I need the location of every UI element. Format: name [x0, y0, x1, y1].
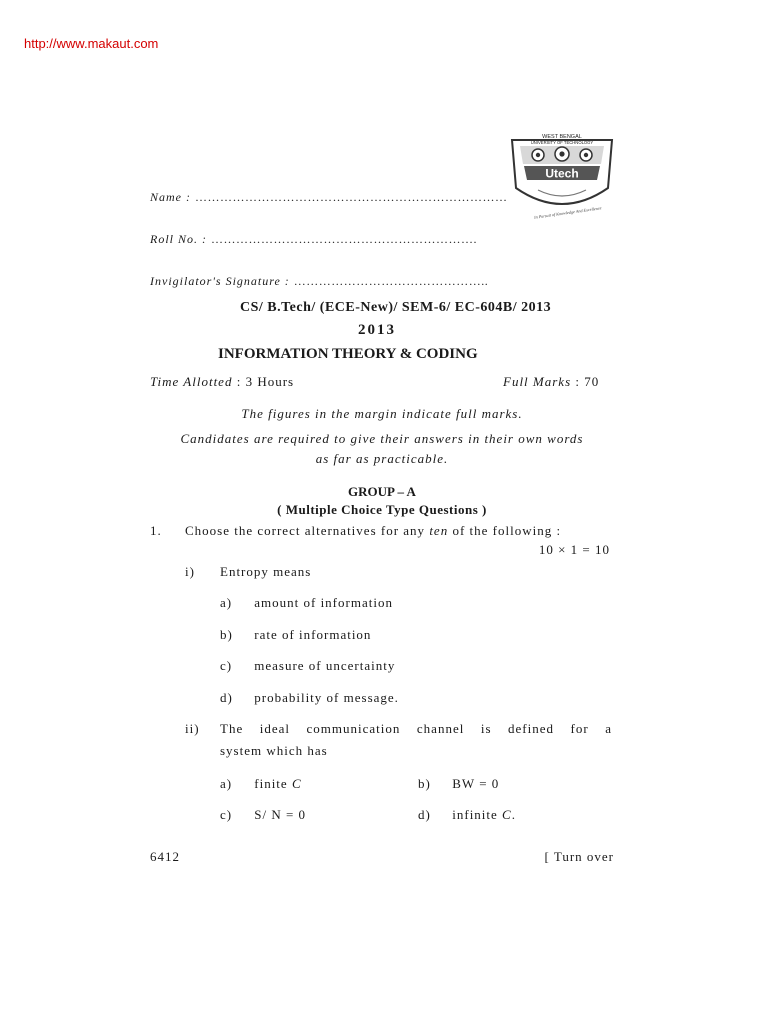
svg-text:In Pursuit of Knowledge And Ex: In Pursuit of Knowledge And Excellence — [533, 205, 602, 220]
option-key: c) — [220, 807, 233, 822]
exam-year: 2013 — [358, 322, 396, 338]
option-text: measure of uncertainty — [254, 658, 396, 673]
subq-ii-stem-line-2: system which has — [220, 743, 328, 758]
name-dots: ………………………………………………………………… — [195, 190, 508, 204]
subq-i-option — [220, 595, 393, 611]
option-key: c) — [220, 658, 233, 673]
full-marks — [503, 374, 599, 390]
option-variable: C — [502, 807, 512, 822]
option-variable: C — [291, 776, 302, 791]
question-text-emphasis: ten — [429, 523, 449, 538]
option-text: rate of information — [254, 627, 372, 642]
subq-ii-option — [220, 807, 306, 823]
option-key: d) — [220, 690, 233, 705]
question-text-start: Choose the correct alternatives for any — [185, 523, 426, 538]
source-link[interactable]: http://www.makaut.com — [24, 36, 159, 51]
invigilator-dots: ……………………………………….. — [293, 274, 489, 288]
option-key: d) — [418, 807, 431, 822]
turn-over: [ Turn over — [544, 849, 614, 864]
instruction-line-2: Candidates are required to give their answers in their own words — [180, 431, 584, 446]
question-text — [185, 523, 561, 539]
option-text: amount of information — [254, 595, 393, 610]
question-text-end: of the following : — [452, 523, 562, 538]
option-text: S/ N = 0 — [254, 807, 307, 822]
subq-ii-option — [418, 807, 516, 823]
instruction-line-1: The figures in the margin indicate full marks. — [241, 406, 523, 421]
question-marks: 10 × 1 = 10 — [538, 542, 610, 557]
option-key: b) — [220, 627, 233, 642]
subq-ii-number: ii) — [185, 721, 200, 736]
subq-ii-option — [418, 776, 499, 792]
svg-text:UNIVERSITY OF TECHNOLOGY: UNIVERSITY OF TECHNOLOGY — [530, 140, 594, 145]
option-key: a) — [220, 595, 233, 610]
name-label: Name : — [150, 190, 191, 204]
option-text: infinite — [452, 807, 498, 822]
invigilator-field — [150, 274, 488, 289]
subq-i-option — [220, 690, 399, 706]
logo-name: Utech — [545, 166, 579, 181]
roll-dots: ………………………………………………………. — [211, 232, 477, 246]
group-subtitle: ( Multiple Choice Type Questions ) — [277, 502, 487, 517]
subq-i-option — [220, 658, 395, 674]
group-title: GROUP – A — [348, 484, 416, 499]
university-logo — [498, 124, 620, 228]
subq-i-option — [220, 627, 371, 643]
subq-ii-option — [220, 776, 302, 792]
question-number: 1. — [150, 523, 162, 538]
svg-text:WEST BENGAL: WEST BENGAL — [542, 134, 582, 140]
option-text: BW = 0 — [452, 776, 500, 791]
page-code: 6412 — [150, 849, 180, 864]
time-allotted — [150, 374, 294, 390]
subq-i-stem: Entropy means — [220, 564, 312, 579]
invigilator-label: Invigilator's Signature : — [150, 274, 290, 288]
marks-label: Full Marks — [503, 374, 572, 389]
option-text: finite — [254, 776, 288, 791]
roll-label: Roll No. : — [150, 232, 207, 246]
time-value: : 3 Hours — [236, 374, 295, 389]
option-tail: . — [511, 807, 516, 822]
instruction-line-3: as far as practicable. — [315, 451, 449, 466]
marks-value: : 70 — [575, 374, 600, 389]
name-field — [150, 190, 508, 205]
option-text: probability of message. — [254, 690, 399, 705]
paper-title: INFORMATION THEORY & CODING — [218, 346, 478, 362]
subq-ii-stem-line-1: The ideal communication channel is defined for a — [220, 721, 612, 736]
roll-field — [150, 232, 477, 247]
time-label: Time Allotted — [150, 374, 233, 389]
paper-code: CS/ B.Tech/ (ECE-New)/ SEM-6/ EC-604B/ 2013 — [240, 300, 552, 315]
subq-i-number: i) — [185, 564, 195, 579]
option-key: b) — [418, 776, 431, 791]
option-key: a) — [220, 776, 233, 791]
